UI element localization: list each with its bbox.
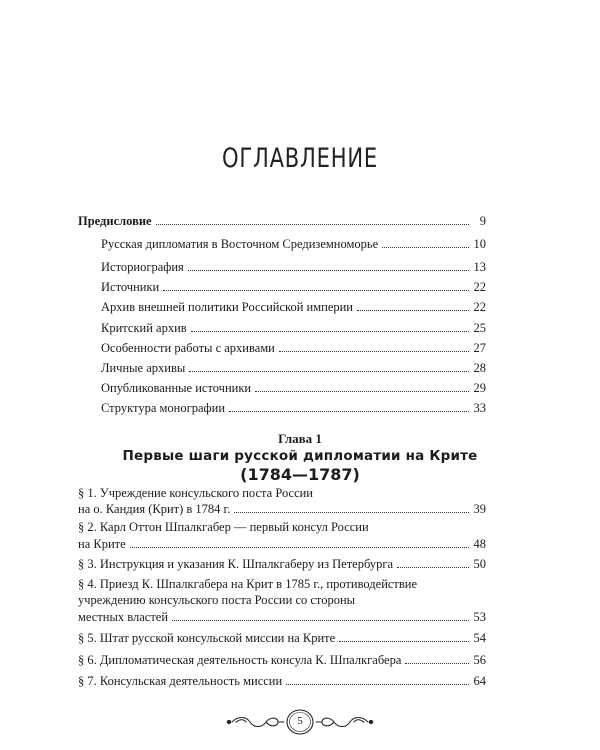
dot-leader — [229, 411, 469, 412]
toc-entry[interactable] — [101, 299, 486, 315]
toc-section-entry[interactable] — [78, 630, 486, 646]
toc-section-line[interactable]: учреждению консульского поста России со стороны — [78, 593, 356, 607]
toc-section-line[interactable]: § 4. Приезд К. Шпалкгабера на Крит в 1785 г., противодействие — [78, 577, 418, 591]
toc-entry-title: Источники — [101, 280, 160, 294]
toc-entry-page: 25 — [473, 321, 486, 335]
toc-entry-title: Предисловие — [78, 214, 152, 228]
toc-section-entry[interactable] — [78, 609, 486, 625]
chapter-title: Первые шаги русской дипломатии на Крите — [122, 448, 478, 464]
dot-leader — [188, 270, 469, 271]
toc-entry-title: Архив внешней политики Российской империи — [101, 300, 353, 314]
toc-entry-page: 22 — [473, 300, 486, 314]
toc-entry-title: Структура монографии — [101, 401, 226, 415]
toc-entry-page: 50 — [473, 557, 486, 571]
dot-leader — [286, 684, 469, 685]
toc-section-entry[interactable] — [78, 556, 486, 572]
chapter-label: Глава 1 — [278, 431, 322, 446]
chapter-years: (1784—1787) — [240, 465, 360, 484]
toc-entry-preface[interactable] — [78, 213, 486, 229]
page-title: ОГЛАВЛЕНИЕ — [222, 143, 378, 174]
dot-leader — [397, 567, 469, 568]
toc-entry-page: 64 — [473, 674, 486, 688]
toc-entry-title: Особенности работы с архивами — [101, 341, 275, 355]
toc-section-line[interactable]: § 1. Учреждение консульского поста России — [78, 486, 313, 500]
toc-entry[interactable] — [101, 340, 486, 356]
toc-section-entry[interactable] — [78, 673, 486, 689]
dot-leader — [130, 547, 469, 548]
dot-leader — [382, 247, 469, 248]
dot-leader — [339, 641, 469, 642]
toc-section-entry[interactable] — [78, 501, 486, 517]
toc-entry-title: Опубликованные источники — [101, 381, 252, 395]
toc-entry-page: 10 — [473, 237, 486, 251]
toc-entry-title: § 5. Штат русской консульской миссии на Крите — [78, 631, 336, 645]
toc-entry-title: Историография — [101, 260, 184, 274]
toc-entry-page: 53 — [473, 610, 486, 624]
toc-entry-page: 9 — [479, 214, 486, 228]
toc-entry-page: 56 — [473, 653, 486, 667]
dot-leader — [191, 331, 469, 332]
dot-leader — [156, 224, 469, 225]
toc-entry-title: § 3. Инструкция и указания К. Шпалкгаберу из Петербурга — [78, 557, 394, 571]
toc-entry[interactable] — [101, 400, 486, 416]
toc-entry[interactable] — [101, 380, 486, 396]
toc-entry-title: Русская дипломатия в Восточном Средиземноморье — [101, 237, 379, 251]
toc-entry-page: 54 — [473, 631, 486, 645]
dot-leader — [255, 391, 469, 392]
toc-entry-page: 28 — [473, 361, 486, 375]
dot-leader — [279, 351, 469, 352]
dot-leader — [234, 512, 469, 513]
toc-entry-page: 39 — [473, 502, 486, 516]
toc-entry-page: 48 — [473, 537, 486, 551]
toc-entry-title: § 7. Консульская деятельность миссии — [78, 674, 283, 688]
toc-entry[interactable] — [101, 236, 486, 252]
toc-entry-title: на о. Кандия (Крит) в 1784 г. — [78, 502, 231, 516]
page-number: 5 — [297, 715, 303, 727]
toc-entry-title: на Крите — [78, 537, 126, 551]
toc-entry[interactable] — [101, 279, 486, 295]
toc-section-line[interactable]: § 2. Карл Оттон Шпалкгабер — первый консул России — [78, 520, 369, 534]
toc-entry[interactable] — [101, 320, 486, 336]
toc-entry-page: 29 — [473, 381, 486, 395]
toc-section-entry[interactable] — [78, 536, 486, 552]
toc-entry[interactable] — [101, 259, 486, 275]
toc-entry-title: Критский архив — [101, 321, 187, 335]
toc-entry-page: 22 — [473, 280, 486, 294]
toc-entry-page: 13 — [473, 260, 486, 274]
toc-entry-title: Личные архивы — [101, 361, 186, 375]
dot-leader — [172, 620, 469, 621]
toc-entry-page: 27 — [473, 341, 486, 355]
toc-entry-title: местных властей — [78, 610, 169, 624]
dot-leader — [405, 663, 469, 664]
toc-entry-title: § 6. Дипломатическая деятельность консула К. Шпалкгабера — [78, 653, 402, 667]
dot-leader — [189, 371, 469, 372]
dot-leader — [163, 290, 469, 291]
toc-entry[interactable] — [101, 360, 486, 376]
dot-leader — [357, 310, 469, 311]
toc-entry-page: 33 — [473, 401, 486, 415]
toc-section-entry[interactable] — [78, 652, 486, 668]
